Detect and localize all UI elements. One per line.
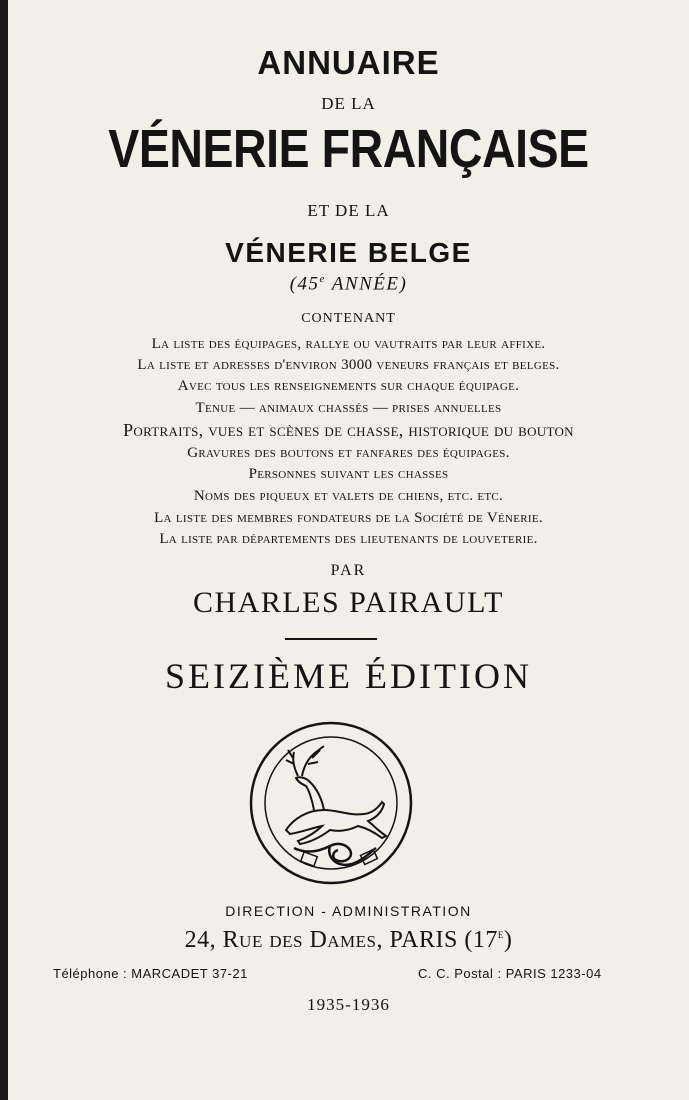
year-prefix: (45 (289, 273, 320, 295)
postal-account: C. C. Postal : PARIS 1233-04 (418, 966, 602, 981)
contents-line: Tenue — animaux chassés — prises annuelles (195, 400, 502, 416)
contents-line: Noms des piqueux et valets de chiens, etc. etc. (193, 488, 504, 504)
title-et-de-la: ET DE LA (307, 201, 390, 220)
direction-administration: DIRECTION - ADMINISTRATION (225, 903, 472, 919)
contents-line: La liste par départements des lieutenants de louveterie. (159, 531, 538, 547)
publication-years: 1935-1936 (307, 995, 390, 1014)
contents-line: Portraits, vues et scènes de chasse, historique du bouton (123, 420, 574, 440)
contents-line: Personnes suivant les chasses (248, 466, 449, 482)
year-suffix: ANNÉE) (325, 273, 408, 295)
title-annuaire: ANNUAIRE (257, 44, 440, 81)
telephone: Téléphone : MARCADET 37-21 (53, 966, 248, 981)
by-label: PAR (330, 562, 367, 579)
contents-line: La liste et adresses d'environ 3000 veneurs français et belges. (137, 357, 560, 373)
contents-line: La liste des équipages, rallye ou vautraits par leur affixe. (151, 336, 546, 352)
author-name: CHARLES PAIRAULT (192, 586, 504, 619)
contents-line: Gravures des boutons et fanfares des équipages. (187, 445, 510, 461)
title-venerie-belge: VÉNERIE BELGE (225, 237, 472, 268)
title-venerie-francaise: VÉNERIE FRANÇAISE (108, 119, 589, 179)
title-de-la: DE LA (321, 94, 376, 113)
year-sup: e (319, 273, 326, 285)
address-sup: e (497, 926, 504, 941)
publisher-address (8, 926, 689, 954)
address-text: 24, Rue des Dames, PARIS (17 (184, 927, 498, 953)
contents-line: La liste des membres fondateurs de la Société de Vénerie. (154, 510, 543, 526)
title-page (8, 0, 689, 1100)
stag-emblem-icon (246, 718, 416, 888)
contents-line: Avec tous les renseignements sur chaque équipage. (177, 378, 520, 394)
title-year-count (8, 273, 689, 295)
divider-rule (285, 638, 377, 640)
address-end: ) (503, 927, 513, 953)
edition-label: SEIZIÈME ÉDITION (165, 656, 532, 696)
contents-heading: CONTENANT (301, 311, 396, 326)
